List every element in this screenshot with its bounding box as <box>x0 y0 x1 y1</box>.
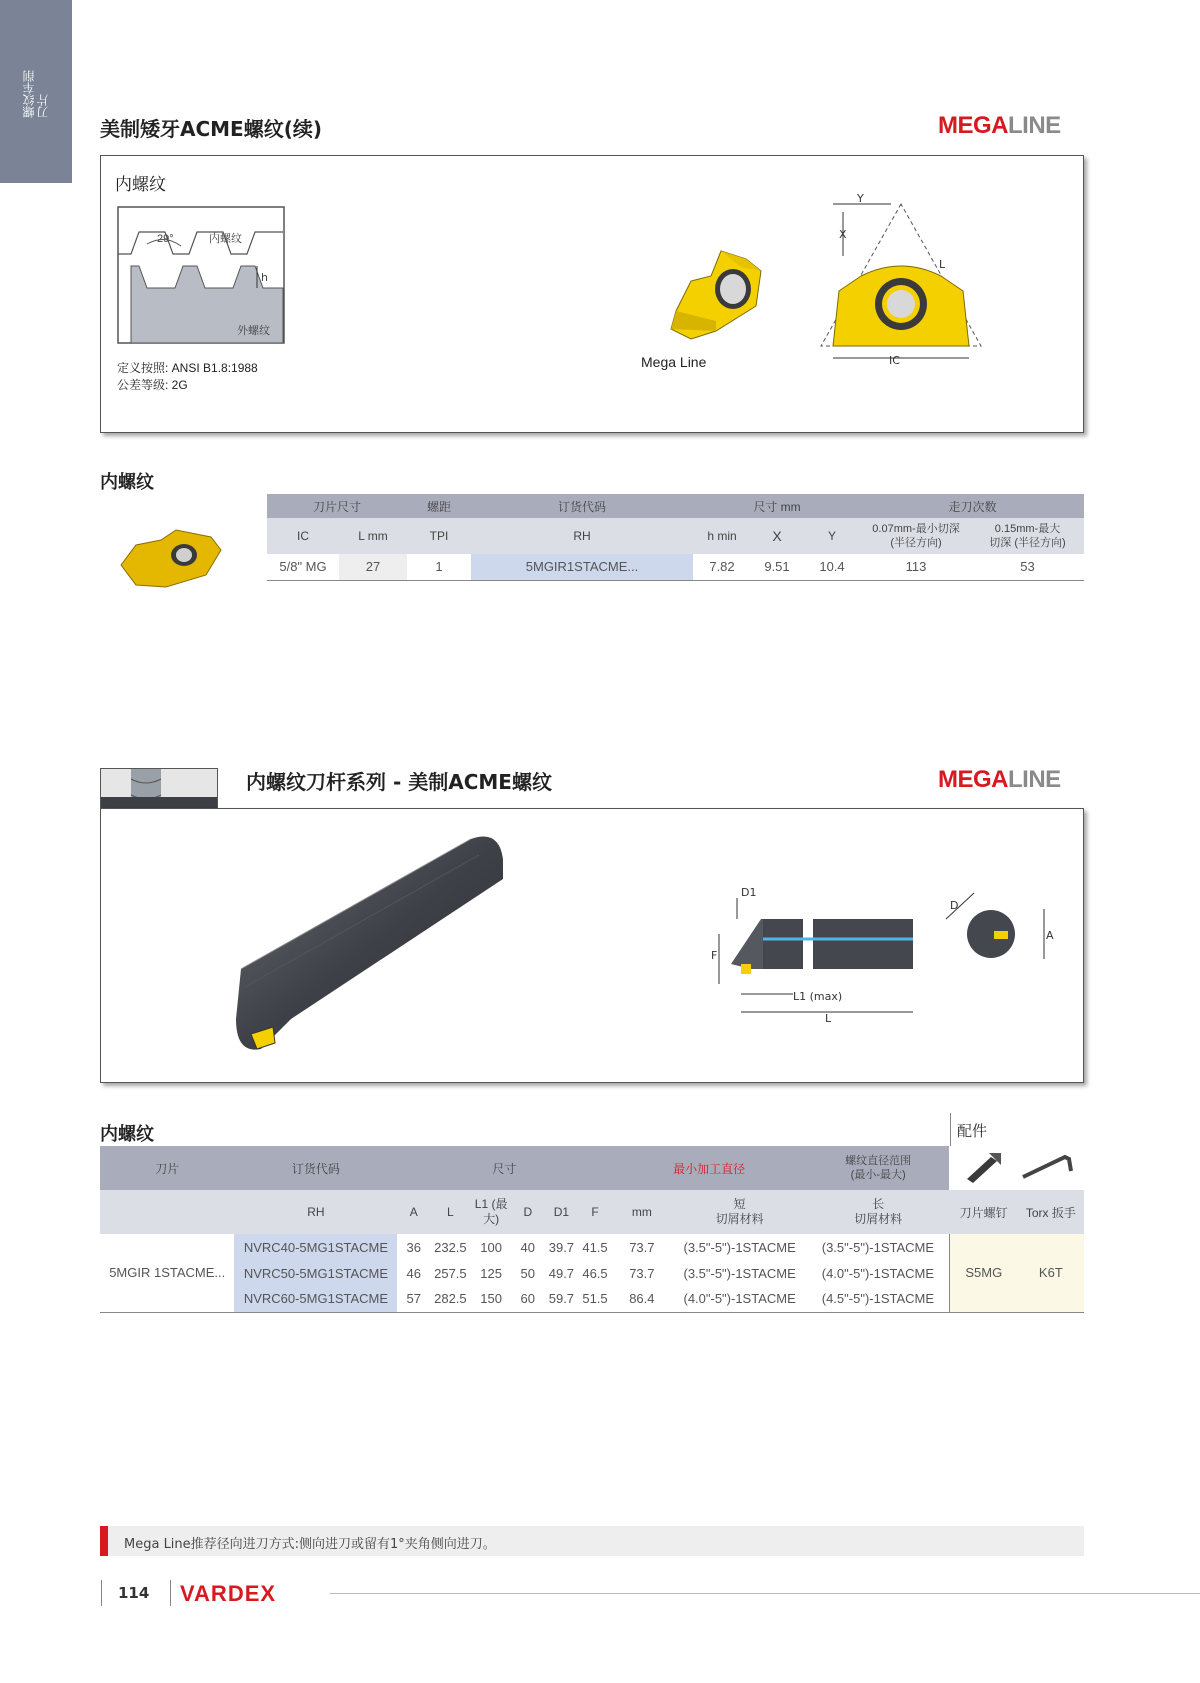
cell-long-chip: (4.5"-5")-1STACME <box>821 1291 935 1307</box>
table1-title: 内螺纹 <box>100 472 154 493</box>
cell-a: 36 <box>406 1239 421 1255</box>
cell-a: 46 <box>406 1265 421 1281</box>
accessory-icons <box>949 1146 1084 1190</box>
cell-min-depth-passes: 113 <box>905 559 927 575</box>
cell-f: 41.5 <box>582 1239 608 1255</box>
col-header-screw: 刀片螺钉 <box>949 1190 1017 1234</box>
footer-separator <box>170 1580 171 1606</box>
table-row <box>267 554 1084 580</box>
dim-d1: D1 <box>741 886 757 899</box>
internal-label: 内螺纹 <box>209 232 242 245</box>
col-header-wrench: Torx 扳手 <box>1018 1190 1084 1234</box>
col-header-long-chip: 长 切屑材料 <box>807 1190 950 1234</box>
vardex-logo: VARDEX <box>180 1581 277 1606</box>
cell-d: 60 <box>520 1291 536 1307</box>
cell-l1: 150 <box>480 1291 502 1307</box>
brand-gray-part: LINE <box>1008 766 1061 793</box>
col-header-l: L <box>430 1190 471 1234</box>
external-label: 外螺纹 <box>237 324 270 337</box>
page-number: 114 <box>118 1584 150 1602</box>
cell-min-bore: 73.7 <box>629 1265 655 1281</box>
cell-f: 46.5 <box>582 1265 608 1281</box>
cell-l: 27 <box>339 554 407 580</box>
brand-red-part: MEGA <box>938 766 1008 793</box>
col-header-short-chip: 短 切屑材料 <box>672 1190 806 1234</box>
dim-d: D <box>950 899 959 912</box>
group-header-min-bore: 最小加工直径 <box>611 1146 807 1190</box>
dim-y: Y <box>857 192 864 205</box>
side-tab-line2: 刀片 <box>36 94 50 118</box>
group-header-order-code: 订货代码 <box>234 1146 397 1190</box>
col-header-l1: L1 (最 大) <box>471 1190 512 1234</box>
note-text: Mega Line推荐径向进刀方式:侧向进刀或留有1°夹角侧向进刀。 <box>124 1537 496 1552</box>
angle-label: 29° <box>157 233 174 245</box>
dim-ic: IC <box>889 354 900 366</box>
side-tab-line1: 螺纹车削 <box>22 70 36 118</box>
group-header-dimensions: 尺寸 <box>397 1146 611 1190</box>
table1-column-header-row <box>267 518 1084 554</box>
group-header-passes: 走刀次数 <box>861 494 1084 518</box>
group-header-dimensions: 尺寸 mm <box>693 494 861 518</box>
col-header-mm: mm <box>611 1190 672 1234</box>
panel-label: 内螺纹 <box>115 175 166 195</box>
cell-d1: 49.7 <box>548 1265 575 1281</box>
footer-separator-left <box>101 1580 102 1606</box>
table2-group-header-row <box>100 1146 1084 1190</box>
megaline-logo-2 <box>938 766 1061 794</box>
cell-screw: S5MG <box>949 1234 1017 1312</box>
accessories-divider <box>950 1113 951 1147</box>
cell-rh-code[interactable]: 5MGIR1STACME... <box>471 554 693 580</box>
group-header-insert-size: 刀片尺寸 <box>267 494 407 518</box>
col-header-min-depth: 0.07mm-最小切深 (半径方向) <box>861 518 971 554</box>
table1-group-header-row <box>267 494 1084 518</box>
cell-l1: 125 <box>480 1265 502 1281</box>
col-header-l: L mm <box>339 518 407 554</box>
holder-dimension-drawing <box>701 884 931 1024</box>
brand-red-part: MEGA <box>938 112 1008 139</box>
cell-x: 9.51 <box>764 559 790 575</box>
col-header-rh: RH <box>234 1190 397 1234</box>
cell-d: 40 <box>520 1239 536 1255</box>
side-tab-text <box>22 70 50 118</box>
col-header-a: A <box>397 1190 430 1234</box>
dim-f: F <box>711 949 718 962</box>
thread-profile-diagram <box>117 206 287 346</box>
cell-tpi: 1 <box>435 559 443 575</box>
cell-min-bore: 86.4 <box>629 1291 655 1307</box>
cell-short-chip: (3.5"-5")-1STACME <box>683 1239 796 1255</box>
cell-l: 232.5 <box>434 1239 467 1255</box>
col-header-ic: IC <box>267 518 339 554</box>
megaline-logo-1 <box>938 112 1061 140</box>
standard-text: 定义按照: ANSI B1.8:1988 <box>117 361 258 375</box>
cell-short-chip: (3.5"-5")-1STACME <box>683 1265 796 1281</box>
cell-wrench: K6T <box>1018 1234 1084 1312</box>
boring-bar-image <box>231 819 531 1069</box>
table2-title: 内螺纹 <box>100 1124 154 1145</box>
cell-short-chip: (4.0"-5")-1STACME <box>683 1291 796 1307</box>
col-header-x: X <box>751 518 803 554</box>
dim-l1: L1 (max) <box>793 990 843 1003</box>
section1-title: 美制矮牙ACME螺纹(续) <box>100 117 323 141</box>
table-row <box>100 1286 1084 1312</box>
cell-f: 51.5 <box>582 1291 608 1307</box>
thread-profile-panel <box>100 155 1084 433</box>
col-header-d: D <box>511 1190 544 1234</box>
cell-d1: 59.7 <box>548 1291 575 1307</box>
dim-l: L <box>939 258 946 271</box>
holder-spec-table <box>100 1146 1084 1313</box>
col-header-rh: RH <box>471 518 693 554</box>
h-label: h <box>261 271 268 284</box>
group-header-pitch: 螺距 <box>407 494 471 518</box>
insert-image <box>661 241 771 351</box>
group-header-order-code: 订货代码 <box>471 494 693 518</box>
col-header-f: F <box>579 1190 612 1234</box>
accessories-title: 配件 <box>957 1122 988 1140</box>
cell-a: 57 <box>406 1291 421 1307</box>
table-row <box>100 1234 1084 1260</box>
cell-insert: 5MGIR 1STACME... <box>100 1234 234 1312</box>
col-header-hmin: h min <box>693 518 751 554</box>
cell-y: 10.4 <box>819 559 845 575</box>
insert-thumbnail <box>116 525 226 595</box>
insert-caption: Mega Line <box>641 354 707 370</box>
dim-l: L <box>825 1012 832 1024</box>
tolerance-text: 公差等级: 2G <box>117 378 188 392</box>
col-header-max-depth: 0.15mm-最大 切深 (半径方向) <box>971 518 1084 554</box>
section2-title: 内螺纹刀杆系列 - 美制ACME螺纹 <box>246 770 552 794</box>
dim-x: X <box>839 228 847 241</box>
cell-max-depth-passes: 53 <box>1020 559 1035 575</box>
col-header-d1: D1 <box>544 1190 579 1234</box>
cell-d: 50 <box>520 1265 536 1281</box>
cell-hmin: 7.82 <box>709 559 735 575</box>
recommendation-note <box>100 1526 1084 1556</box>
col-header-blank <box>100 1190 234 1234</box>
cell-order-code[interactable]: NVRC50-5MG1STACME <box>234 1260 397 1286</box>
cell-l1: 100 <box>480 1239 502 1255</box>
col-header-y: Y <box>803 518 861 554</box>
side-tab <box>0 0 72 183</box>
cell-order-code[interactable]: NVRC40-5MG1STACME <box>234 1234 397 1260</box>
table-row <box>100 1260 1084 1286</box>
cell-ic: 5/8" MG <box>279 559 327 575</box>
group-header-insert: 刀片 <box>100 1146 234 1190</box>
table2-column-header-row <box>100 1190 1084 1234</box>
group-header-thread-range: 螺纹直径范围 (最小-最大) <box>807 1146 950 1190</box>
cell-d1: 39.7 <box>548 1239 575 1255</box>
cell-l: 282.5 <box>434 1291 467 1307</box>
brand-gray-part: LINE <box>1008 112 1061 139</box>
cell-l: 257.5 <box>434 1265 467 1281</box>
footer-rule <box>330 1593 1200 1594</box>
insert-dimension-drawing <box>811 186 991 366</box>
cell-min-bore: 73.7 <box>629 1239 655 1255</box>
note-accent-bar <box>100 1526 108 1556</box>
col-header-tpi: TPI <box>407 518 471 554</box>
holder-end-view <box>936 889 1056 979</box>
holder-panel <box>100 808 1084 1083</box>
cell-long-chip: (4.0"-5")-1STACME <box>821 1265 935 1281</box>
cell-order-code[interactable]: NVRC60-5MG1STACME <box>234 1286 397 1312</box>
dim-a: A <box>1046 929 1054 942</box>
insert-spec-table <box>267 494 1084 581</box>
cell-long-chip: (3.5"-5")-1STACME <box>821 1239 935 1255</box>
screw-and-wrench-icon <box>953 1147 1081 1187</box>
